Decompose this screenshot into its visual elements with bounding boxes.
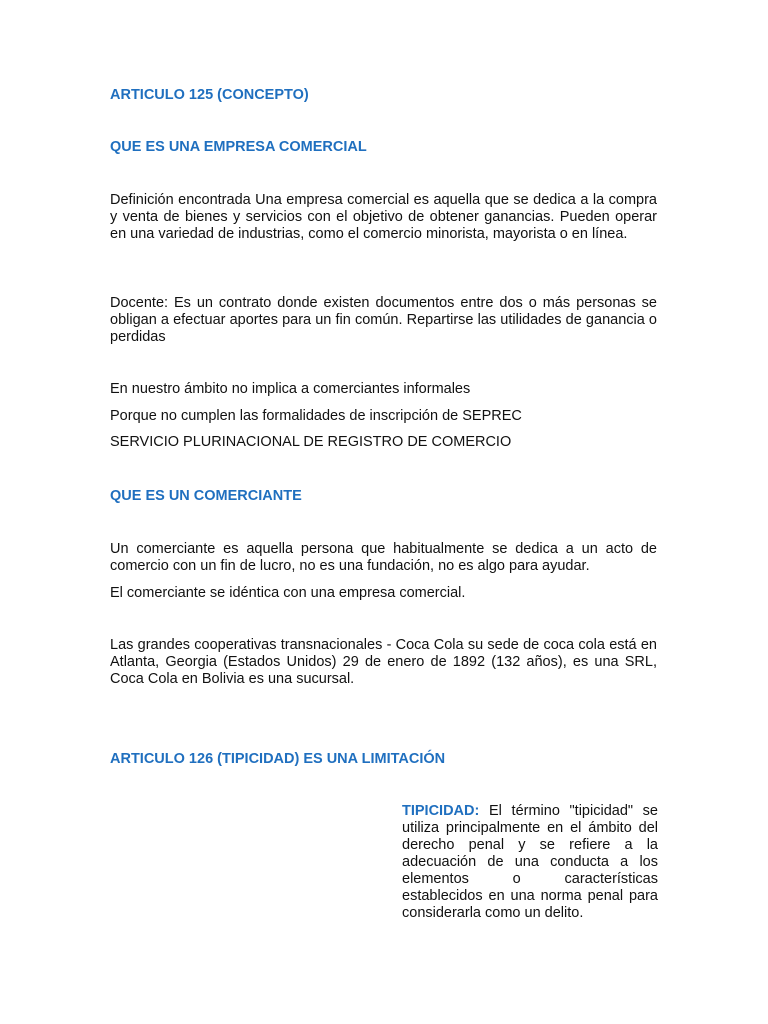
line-porque: Porque no cumplen las formalidades de inscripción de SEPREC	[110, 408, 522, 424]
paragraph-cooperativas: Las grandes cooperativas transnacionales - Coca Cola su sede de coca cola está en Atlanta, Georgia (Estados Unidos) 29 de enero de 1892 (132 años), es una SRL, Coca Cola en Bolivia es una sucursal.	[110, 637, 657, 687]
tipicidad-term: TIPICIDAD:	[402, 803, 480, 819]
tipicidad-text: El término "tipicidad" se utiliza principalmente en el ámbito del derecho penal y se refiere a la adecuación de una conducta a los elementos o características establecidos en una norma penal para considerarla como un delito.	[402, 803, 658, 921]
paragraph-docente: Docente: Es un contrato donde existen documentos entre dos o más personas se obligan a efectuar aportes para un fin común. Repartirse las utilidades de ganancia o perdidas	[110, 295, 657, 345]
line-servicio: SERVICIO PLURINACIONAL DE REGISTRO DE COMERCIO	[110, 434, 512, 450]
heading-articulo-125: ARTICULO 125 (CONCEPTO)	[110, 87, 309, 103]
paragraph-comerciante: Un comerciante es aquella persona que habitualmente se dedica a un acto de comercio con un fin de lucro, no es una fundación, no es algo para ayudar.	[110, 541, 657, 574]
heading-comerciante: QUE ES UN COMERCIANTE	[110, 488, 302, 504]
line-identica: El comerciante se idéntica con una empresa comercial.	[110, 585, 466, 601]
tipicidad-box	[402, 803, 658, 922]
heading-empresa-comercial: QUE ES UNA EMPRESA COMERCIAL	[110, 139, 367, 155]
paragraph-definicion: Definición encontrada Una empresa comercial es aquella que se dedica a la compra y venta de bienes y servicios con el objetivo de obtener ganancias. Pueden operar en una variedad de industrias, como el comercio minorista, mayorista o en línea.	[110, 192, 657, 242]
line-ambito: En nuestro ámbito no implica a comerciantes informales	[110, 381, 471, 397]
heading-articulo-126: ARTICULO 126 (TIPICIDAD) ES UNA LIMITACIÓN	[110, 751, 446, 767]
